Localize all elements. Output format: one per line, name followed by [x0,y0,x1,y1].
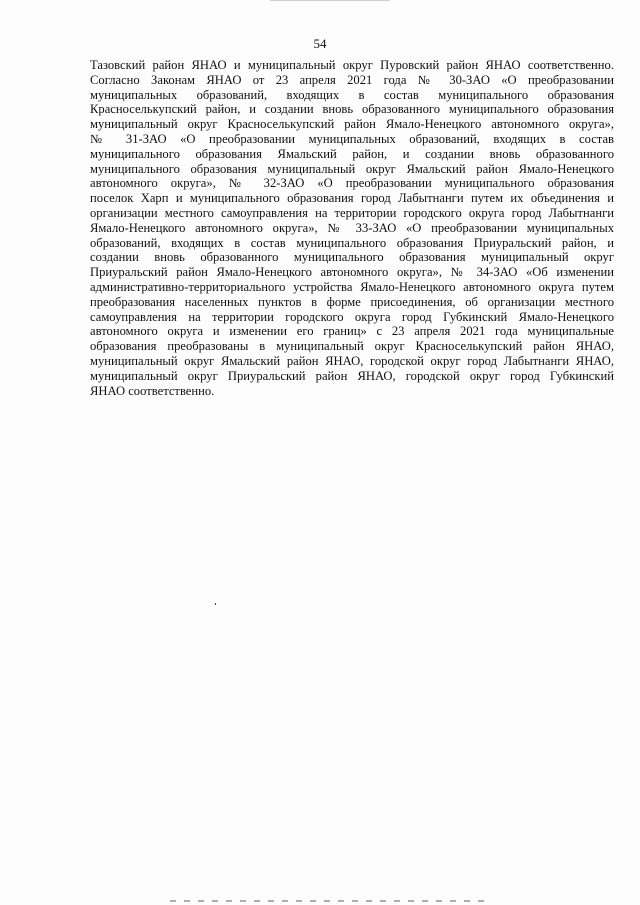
text-line: административно-территориального устройства Ямало-Ненецкого автономного округа путем [90,279,614,294]
text-line: преобразования населенных пунктов в форме присоединения, об организации местного [90,294,614,309]
text-line: организации местного самоуправления на территории городского округа город Лабытнанги [90,205,614,220]
top-edge-mark [270,0,390,1]
text-line: муниципальный округ Приуральский район ЯНАО, городской округ город Губкинский [90,368,614,383]
text-line: муниципального образования Ямальский район, и создании вновь образованного [90,146,614,161]
text-line: муниципальный округ Ямальский район ЯНАО, городской округ город Лабытнанги ЯНАО, [90,353,614,368]
text-line: муниципальных образований, входящих в состав муниципального образования [90,87,614,102]
text-line: Красноселькупский район, и создании вновь образованного муниципального образования [90,102,614,117]
text-line: поселок Харп и муниципального образования город Лабытнанги путем их объединения и [90,191,614,206]
text-line: автономного округа», № 32-ЗАО «О преобразовании муниципального образования [90,176,614,191]
text-line: муниципальный округ Красноселькупский район Ямало-Ненецкого автономного округа», [90,117,614,132]
bottom-edge-marks [170,900,490,902]
text-line: Ямало-Ненецкого автономного округа», № 33-ЗАО «О преобразовании муниципальных [90,220,614,235]
text-line: самоуправления на территории городского округа город Губкинский Ямало-Ненецкого [90,309,614,324]
text-line: муниципального образования муниципальный округ Ямальский район Ямало-Ненецкого [90,161,614,176]
text-line: Тазовский район ЯНАО и муниципальный округ Пуровский район ЯНАО соответственно. [90,58,614,72]
page-number: 54 [313,36,327,51]
text-line: образования преобразованы в муниципальный округ Красноселькупский район ЯНАО, [90,339,614,354]
scan-speck [215,603,216,605]
text-line: автономного округа и изменении его границ» с 23 апреля 2021 года муниципальные [90,324,614,339]
text-line: № 31-ЗАО «О преобразовании муниципальных образований, входящих в состав [90,131,614,146]
text-line: создании вновь образованного муниципального образования муниципальный округ [90,250,614,265]
text-line: ЯНАО соответственно. [90,383,215,398]
text-line: Приуральский район Ямало-Ненецкого автономного округа», № 34-ЗАО «Об изменении [90,265,614,280]
body-paragraph [90,58,614,398]
text-line: Согласно Законам ЯНАО от 23 апреля 2021 года № 30-ЗАО «О преобразовании [90,72,614,87]
text-line: образований, входящих в состав муниципального образования Приуральский район, и [90,235,614,250]
